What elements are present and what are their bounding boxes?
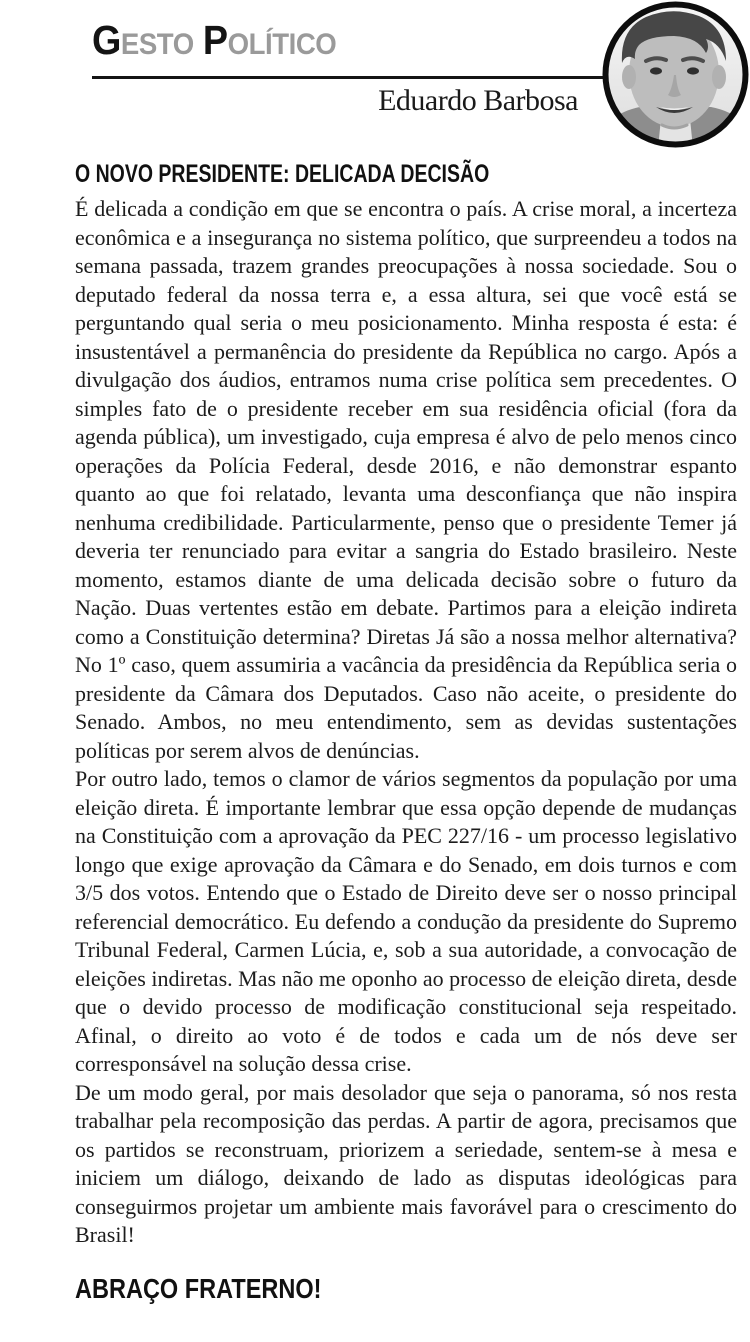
article-body [75,160,737,1304]
column-title-rest-olitico: OLÍTICO [227,28,337,61]
column-title-initial-p: P [202,17,228,63]
author-portrait-photo-icon [602,1,749,148]
article-text [75,195,737,1250]
article-paragraph-2: Por outro lado, temos o clamor de vários segmentos da população por uma eleição direta. É importante lembrar que essa opção depende de mudanças na Constituição com a aprovação da PEC 227/16 - um processo legislativo longo que exige aprovação da Câmara e do Senado, em dois turnos e com 3/5 dos votos. Entendo que o Estado de Direito deve ser o nosso principal referencial democrático. Eu defendo a condução da presidente do Supremo Tribunal Federal, Carmen Lúcia, e, sob a sua autoridade, a convocação de eleições indiretas. Mas não me oponho ao processo de eleição direta, desde que o devido processo de modificação constitucional seja respeitado. Afinal, o direito ao voto é de todos e cada um de nós deve ser corresponsável na solução dessa crise. [75,766,737,1076]
header-divider-rule [92,76,607,79]
article-closing: ABRAÇO FRATERNO! [75,1272,322,1304]
author-name: Eduardo Barbosa [378,84,578,117]
masthead [0,0,750,160]
article-paragraph-3: De um modo geral, por mais desolador que seja o panorama, só nos resta trabalhar pela recomposição das perdas. A partir de agora, precisamos que os partidos se reconstruam, priorizem a seriedade, sentem-se à mesa e iniciem um diálogo, deixando de lado as disputas ideológicas para conseguirmos projetar um ambiente mais favorável para o crescimento do Brasil! [75,1079,737,1247]
column-title [92,17,337,63]
article-headline: O NOVO PRESIDENTE: DELICADA DECISÃO [75,160,490,188]
column-title-rest-esto: ESTO [120,28,194,61]
column-title-initial-g: G [92,17,121,63]
article-paragraph-1: É delicada a condição em que se encontra o país. A crise moral, a incerteza econômica e a insegurança no sistema político, que surpreendeu a todos na semana passada, trazem grandes preocupações à nossa sociedade. Sou o deputado federal da nossa terra e, a essa altura, sei que você está se perguntando qual seria o meu posicionamento. Minha resposta é esta: é insustentável a permanência do presidente da República no cargo. Após a divulgação dos áudios, entramos numa crise política sem precedentes. O simples fato de o presidente receber em sua residência oficial (fora da agenda pública), um investigado, cuja empresa é alvo de pelo menos cinco operações da Polícia Federal, desde 2016, e não demonstrar espanto quanto ao que foi relatado, levanta uma desconfiança que não inspira nenhuma credibilidade. Particularmente, penso que o presidente Temer já deveria ter renunciado para evitar a sangria do Estado brasileiro. Neste momento, estamos diante de uma delicada decisão sobre o futuro da Nação. Duas vertentes estão em debate. Partimos para a eleição indireta como a Constituição determina? Diretas Já são a nossa melhor alternativa? No 1º caso, quem assumiria a vacância da presidência da República seria o presidente da Câmara dos Deputados. Caso não aceite, o presidente do Senado. Ambos, no meu entendimento, sem as devidas sustentações políticas por serem alvos de denúncias. [75,196,737,763]
